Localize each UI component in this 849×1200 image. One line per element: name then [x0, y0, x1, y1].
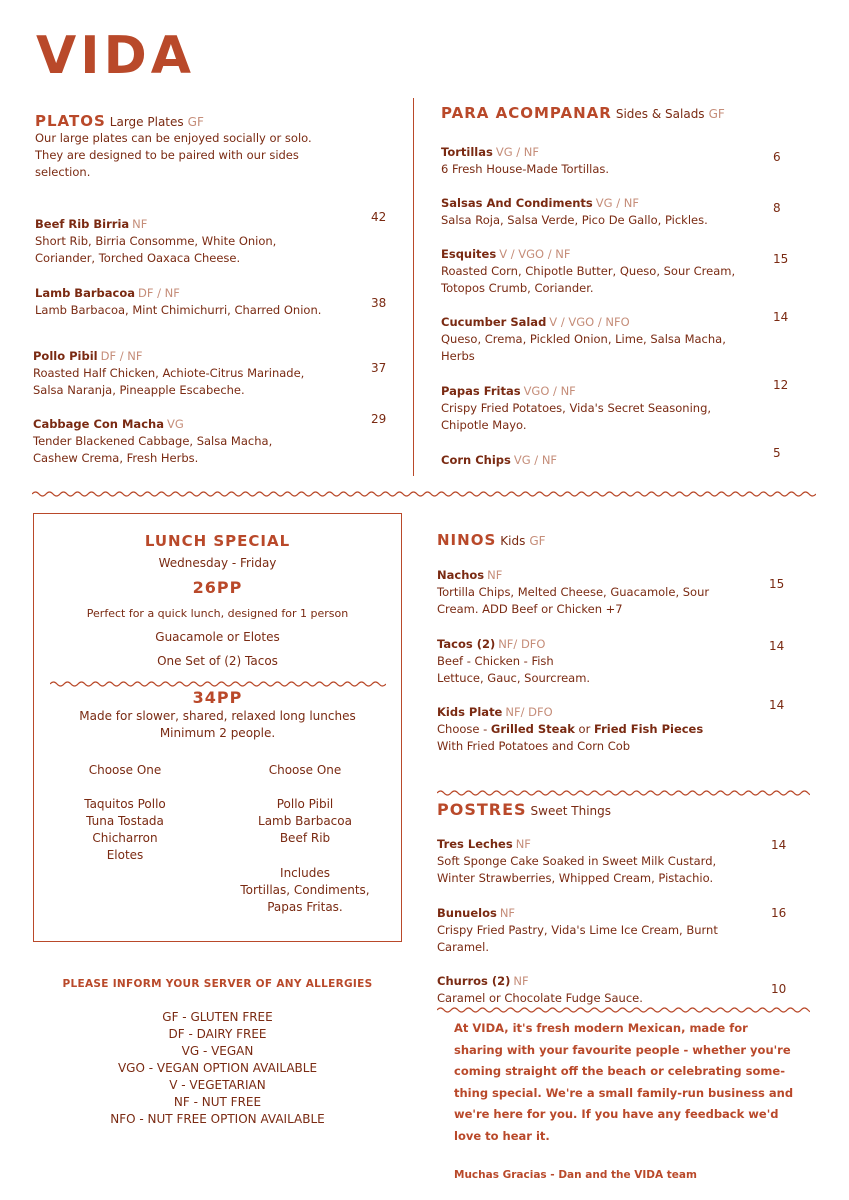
price-churros: 10 [771, 982, 787, 996]
menu-item-tres-leches: Tres Leches NF Soft Sponge Cake Soaked in Sweet Milk Custard, Winter Strawberries, Whipped Cream, Pistachio. [437, 837, 717, 885]
menu-item-kids-tacos: Tacos (2) NF/ DFO Beef - Chicken - Fish Lettuce, Gauc, Sourcream. [437, 637, 591, 685]
menu-item-bunuelos: Bunuelos NF Crispy Fried Pastry, Vida's Lime Ice Cream, Burnt Caramel. [437, 906, 718, 954]
price-papas-fritas: 12 [773, 378, 789, 392]
column-divider [413, 98, 414, 476]
menu-item-nachos: Nachos NF Tortilla Chips, Melted Cheese, Guacamole, Sour Cream. ADD Beef or Chicken +7 [437, 568, 710, 616]
price-beef-rib-birria: 42 [371, 210, 387, 224]
ninos-heading [437, 531, 546, 549]
price-corn-chips: 5 [773, 446, 781, 460]
wavy-divider-postres [437, 1005, 810, 1015]
about-blurb: At VIDA, it's fresh modern Mexican, made for sharing with your favourite people - whether you're coming straight off the beach or celebrating some- thing special. We're a small family-run business and we're here for you. If you have any feedback we'd love to hear it. [454, 1021, 794, 1143]
sides-subtitle: Sides & Salads [615, 107, 705, 121]
menu-item-lamb-barbacoa: Lamb Barbacoa DF / NF Lamb Barbacoa, Mint Chimichurri, Charred Onion. [35, 286, 322, 317]
allergy-key-list: GF - GLUTEN FREE DF - DAIRY FREE VG - VEGAN VGO - VEGAN OPTION AVAILABLE V - VEGETARIAN NF - NUT FREE NFO - NUT FREE OPTION AVAILABLE [110, 1010, 325, 1126]
lunch-desc-2: Made for slower, shared, relaxed long lunches [79, 709, 356, 723]
postres-title: POSTRES [437, 800, 527, 819]
menu-item-pollo-pibil: Pollo Pibil DF / NF Roasted Half Chicken, Achiote-Citrus Marinade, Salsa Naranja, Pineapple Escabeche. [33, 349, 305, 397]
allergy-heading: PLEASE INFORM YOUR SERVER OF ANY ALLERGIES [62, 978, 373, 990]
price-esquites: 15 [773, 252, 789, 266]
about-thanks: Muchas Gracias - Dan and the VIDA team [454, 1169, 697, 1181]
lunch-col2-head: Choose One [268, 763, 342, 777]
lunch-col1-head: Choose One [88, 763, 162, 777]
lunch-option-guac: Guacamole or Elotes [155, 630, 280, 644]
lunch-days: Wednesday - Friday [158, 556, 277, 570]
vida-logo: VIDA [36, 26, 195, 86]
menu-item-salsas: Salsas And Condiments VG / NF Salsa Roja, Salsa Verde, Pico De Gallo, Pickles. [441, 196, 708, 227]
lunch-special-title: LUNCH SPECIAL [144, 532, 291, 550]
lunch-price-26pp: 26PP [192, 578, 243, 597]
wavy-divider-top [32, 489, 816, 499]
price-kids-plate: 14 [769, 698, 785, 712]
lunch-desc-1: Perfect for a quick lunch, designed for 1 person [86, 607, 349, 620]
menu-item-kids-plate: Kids Plate NF/ DFO Choose - Grilled Steak or Fried Fish Pieces With Fried Potatoes and Corn Cob [437, 705, 704, 753]
price-cabbage-con-macha: 29 [371, 412, 387, 426]
menu-item-corn-chips: Corn Chips VG / NF [441, 453, 558, 467]
price-tortillas: 6 [773, 150, 781, 164]
postres-subtitle: Sweet Things [530, 804, 612, 818]
price-kids-tacos: 14 [769, 639, 785, 653]
menu-item-papas-fritas: Papas Fritas VGO / NF Crispy Fried Potatoes, Vida's Secret Seasoning, Chipotle Mayo. [441, 384, 712, 432]
lunch-includes: Includes Tortillas, Condiments, Papas Fritas. [240, 866, 370, 914]
platos-intro: Our large plates can be enjoyed socially or solo. They are designed to be paired with our sides selection. [35, 131, 312, 179]
ninos-subtitle: Kids [500, 534, 526, 548]
menu-item-churros: Churros (2) NF Caramel or Chocolate Fudge Sauce. [437, 974, 643, 1005]
lunch-option-tacos: One Set of (2) Tacos [157, 654, 278, 668]
sides-gf: GF [708, 107, 725, 121]
platos-subtitle: Large Plates [109, 115, 184, 129]
price-salsas: 8 [773, 201, 781, 215]
price-pollo-pibil: 37 [371, 361, 387, 375]
menu-item-beef-rib-birria: Beef Rib Birria NF Short Rib, Birria Consomme, White Onion, Coriander, Torched Oaxaca Cheese. [35, 217, 277, 265]
ninos-gf: GF [529, 534, 546, 548]
platos-heading [35, 112, 204, 130]
postres-heading [437, 800, 611, 819]
sides-title: PARA ACOMPANAR [441, 104, 612, 122]
price-tres-leches: 14 [771, 838, 787, 852]
wavy-divider-ninos [437, 788, 810, 798]
ninos-title: NINOS [437, 531, 497, 549]
lunch-col2-list: Pollo Pibil Lamb Barbacoa Beef Rib [258, 797, 352, 845]
lunch-desc-3: Minimum 2 people. [159, 726, 276, 740]
menu-item-tortillas: Tortillas VG / NF 6 Fresh House-Made Tortillas. [441, 145, 610, 176]
price-nachos: 15 [769, 577, 785, 591]
platos-gf: GF [187, 115, 204, 129]
menu-item-cucumber-salad: Cucumber Salad V / VGO / NFO Queso, Crema, Pickled Onion, Lime, Salsa Macha, Herbs [441, 315, 726, 363]
price-lamb-barbacoa: 38 [371, 296, 387, 310]
menu-item-esquites: Esquites V / VGO / NF Roasted Corn, Chipotle Butter, Queso, Sour Cream, Totopos Crumb, Coriander. [441, 247, 736, 295]
lunch-col1-list: Taquitos Pollo Tuna Tostada Chicharron Elotes [84, 797, 166, 862]
price-bunuelos: 16 [771, 906, 787, 920]
sides-heading [441, 104, 725, 122]
platos-title: PLATOS [35, 112, 106, 130]
price-cucumber-salad: 14 [773, 310, 789, 324]
menu-item-cabbage-con-macha: Cabbage Con Macha VG Tender Blackened Cabbage, Salsa Macha, Cashew Crema, Fresh Herbs. [33, 417, 273, 465]
lunch-price-34pp: 34PP [192, 688, 243, 707]
